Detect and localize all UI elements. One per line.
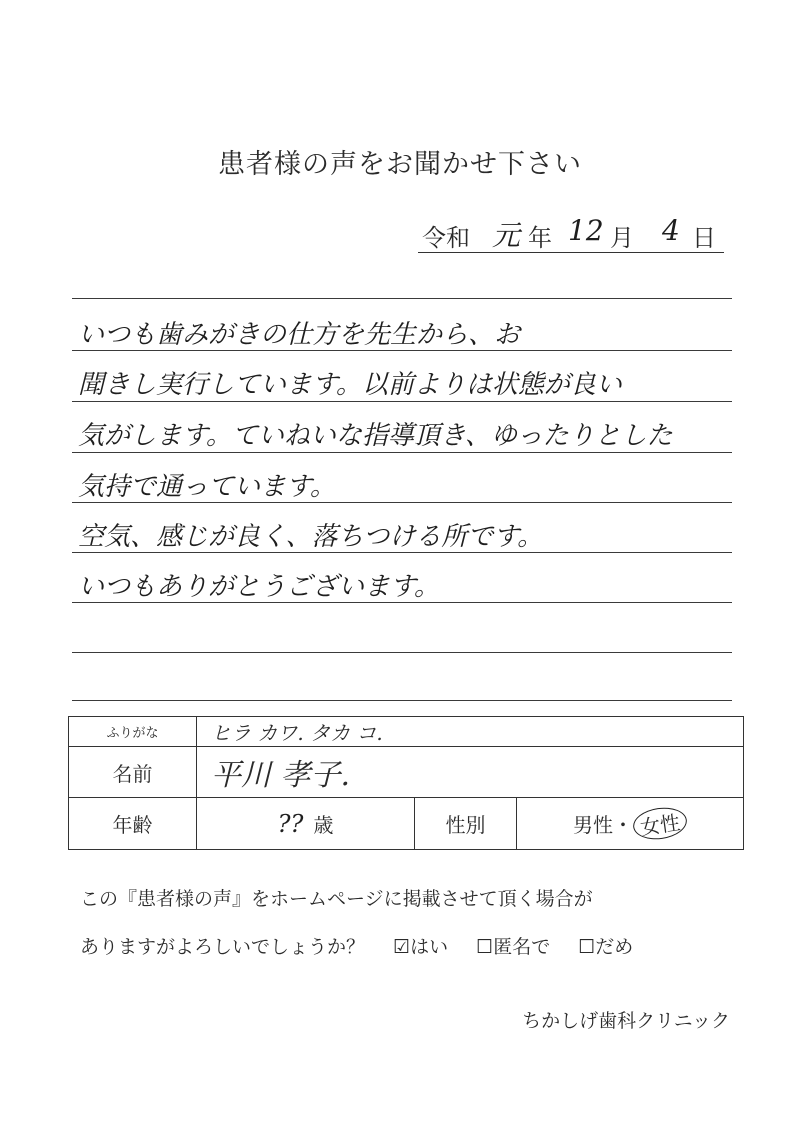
furigana-label: ふりがな	[69, 717, 197, 747]
age-label: 年齢	[69, 798, 197, 850]
consent-option-yes: ☑はい	[393, 936, 449, 958]
gender-male: 男性	[573, 813, 613, 837]
date-month: 12	[568, 214, 604, 247]
consent-option-no: ☐だめ	[578, 936, 634, 958]
consent-line-2	[80, 932, 655, 959]
furigana-value: ヒラ カワ. タカ コ.	[197, 717, 744, 747]
consent-question: ありますがよろしいでしょうか？	[80, 936, 366, 958]
ruled-line	[72, 298, 732, 299]
message-line: いつもありがとうございます。	[78, 572, 440, 602]
date-era: 令和	[422, 224, 470, 252]
date-day: 4	[662, 214, 680, 247]
age-value: ??	[277, 810, 304, 838]
message-line: いつも歯みがきの仕方を先生から、お	[78, 320, 521, 350]
message-line: 聞きし実行しています。以前よりは状態が良い	[78, 370, 622, 400]
ruled-line	[72, 452, 732, 453]
ruled-line	[72, 652, 732, 653]
date-year: 元	[492, 219, 521, 252]
name-value: 平川 孝子.	[197, 747, 744, 798]
consent-line-1: この『患者様の声』をホームページに掲載させて頂く場合が	[80, 888, 593, 910]
message-line: 気持で通っています。	[78, 472, 336, 502]
patient-info-table	[68, 716, 744, 850]
age-unit: 歳	[313, 813, 334, 837]
name-label: 名前	[69, 747, 197, 798]
clinic-name: ちかしげ歯科クリニック	[522, 1010, 730, 1032]
message-line: 空気、感じが良く、落ちつける所です。	[78, 522, 544, 552]
date-month-unit: 月	[610, 224, 634, 252]
gender-female-circled: 女性	[631, 804, 689, 842]
page-title: 患者様の声をお聞かせ下さい	[218, 149, 582, 180]
date-year-unit: 年	[528, 224, 552, 252]
gender-separator: ・	[613, 813, 633, 837]
message-line: 気がします。ていねいな指導頂き、ゆったりとした	[78, 421, 673, 451]
gender-cell	[517, 798, 744, 850]
consent-option-anonymous: ☐匿名で	[476, 936, 551, 958]
ruled-line	[72, 401, 732, 402]
date-line	[418, 212, 724, 253]
date-day-unit: 日	[692, 224, 716, 252]
age-cell	[197, 798, 415, 850]
ruled-line	[72, 700, 732, 701]
gender-label: 性別	[415, 798, 517, 850]
